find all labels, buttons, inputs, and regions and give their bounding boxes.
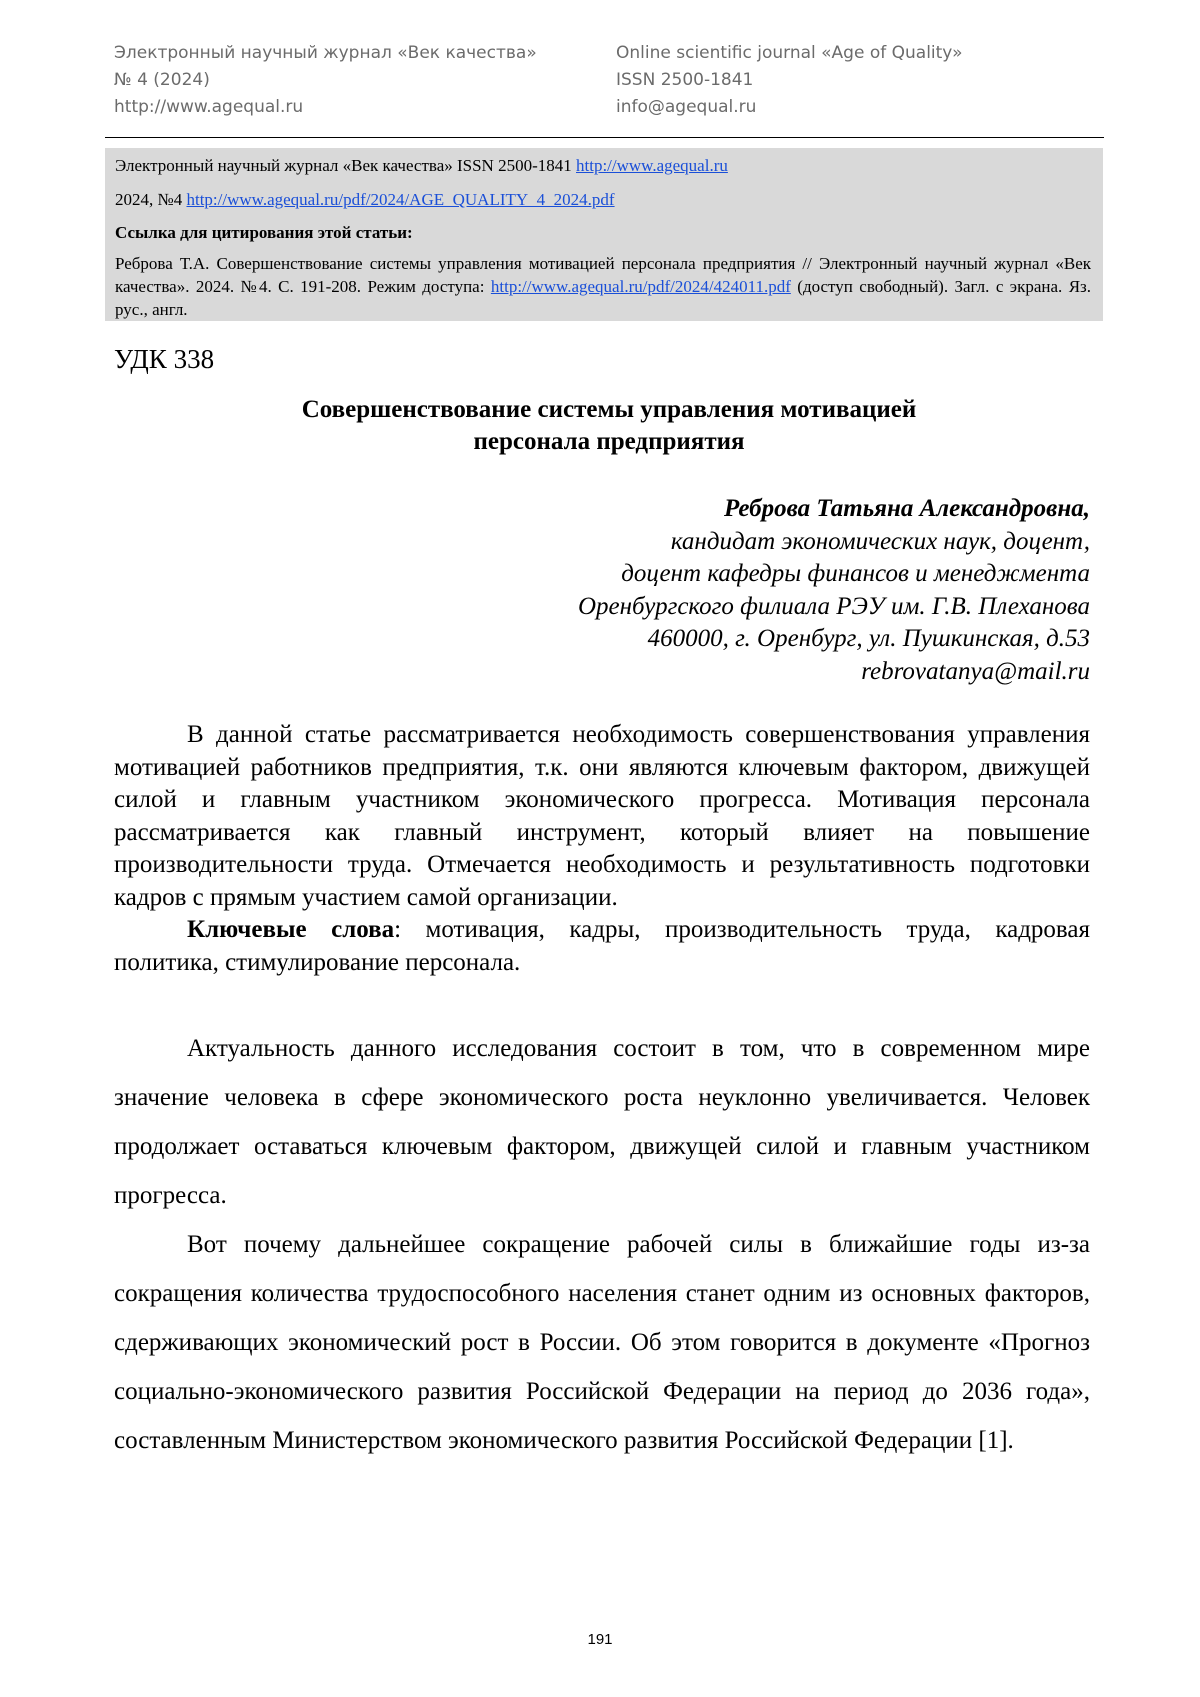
running-header-right — [616, 40, 962, 121]
header-issn: ISSN 2500-1841 — [616, 67, 962, 94]
author-email[interactable]: rebrovatanya@mail.ru — [578, 656, 1090, 689]
abstract — [114, 719, 1090, 979]
title-line: Совершенствование системы управления мотивацией — [114, 394, 1104, 426]
abstract-text: В данной статье рассматривается необходимость совершенствования управления мотивацией работников предприятия, т.к. они являются ключевым фактором, движущей силой и главным участником экономического прогресса. Мотивация персонала рассматривается как главный инструмент, который влияет на повышение производительности труда. Отмечается необходимость и результативность подготовки кадров с прямым участием самой организации. — [114, 719, 1090, 914]
body-paragraph: Вот почему дальнейшее сокращение рабочей силы в ближайшие годы из-за сокращения количества трудоспособного населения станет одним из основных факторов, сдерживающих экономический рост в России. Об этом говорится в документе «Прогноз социально-экономического развития Российской Федерации на период до 2036 года», составленным Министерством экономического развития Российской Федерации [1]. — [114, 1220, 1090, 1465]
journal-site-link[interactable]: http://www.agequal.ru — [576, 156, 728, 175]
keywords — [114, 914, 1090, 979]
reference-text: Реброва Т.А. Совершенствование системы управления мотивацией персонала предприятия // Электронный научный журнал «Век качества». 2024. №4. С. 191-208. Режим доступа: — [115, 254, 1091, 296]
title-line: персонала предприятия — [114, 426, 1104, 458]
header-journal-ru: Электронный научный журнал «Век качества» — [114, 40, 537, 67]
author-affiliation: Оренбургского филиала РЭУ им. Г.В. Плеханова — [578, 591, 1090, 624]
header-journal-en: Online scientific journal «Age of Quality» — [616, 40, 962, 67]
header-site-link[interactable]: http://www.agequal.ru — [114, 94, 537, 121]
page-number: 191 — [0, 1631, 1200, 1648]
author-address: 460000, г. Оренбург, ул. Пушкинская, д.53 — [578, 623, 1090, 656]
author-name: Реброва Татьяна Александровна, — [578, 493, 1090, 526]
author-position: доцент кафедры финансов и менеджмента — [578, 558, 1090, 591]
header-email-link[interactable]: info@agequal.ru — [616, 94, 962, 121]
body-paragraph: Актуальность данного исследования состоит в том, что в современном мире значение человека в сфере экономического роста неуклонно увеличивается. Человек продолжает оставаться ключевым фактором, движущей силой и главным участником прогресса. — [114, 1024, 1090, 1220]
citation-issue-text: 2024, №4 — [115, 190, 186, 209]
keywords-list: : мотивация, кадры, производительность труда, кадровая политика, стимулирование персонала. — [114, 916, 1090, 976]
udk-code: УДК 338 — [114, 344, 214, 375]
citation-box — [105, 148, 1103, 321]
header-issue: № 4 (2024) — [114, 67, 537, 94]
citation-journal-line — [115, 156, 1091, 176]
running-header-left — [114, 40, 537, 121]
issue-pdf-link[interactable]: http://www.agequal.ru/pdf/2024/AGE_QUALITY_4_2024.pdf — [186, 190, 614, 209]
citation-issue-line — [115, 190, 1091, 210]
author-degree: кандидат экономических наук, доцент, — [578, 526, 1090, 559]
article-title — [114, 394, 1104, 458]
citation-reference — [115, 252, 1091, 321]
keywords-label: Ключевые слова — [187, 916, 394, 943]
reference-tail: (доступ свободный). Загл. с экрана. Яз. рус., англ. — [115, 277, 1091, 319]
author-block — [578, 493, 1090, 688]
citation-journal-text: Электронный научный журнал «Век качества» ISSN 2500-1841 — [115, 156, 576, 175]
article-body — [114, 1024, 1090, 1465]
header-divider — [105, 137, 1104, 138]
cite-heading: Ссылка для цитирования этой статьи: — [115, 223, 1091, 243]
paper-page — [0, 0, 1200, 1697]
article-pdf-link[interactable]: http://www.agequal.ru/pdf/2024/424011.pdf — [491, 277, 791, 296]
